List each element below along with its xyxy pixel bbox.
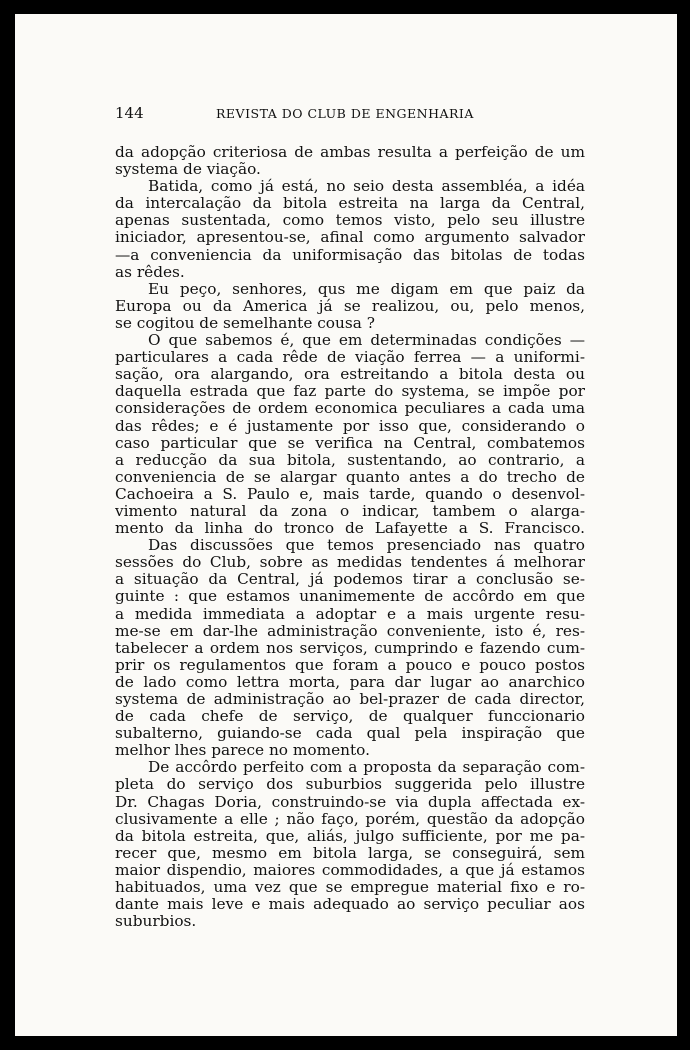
- text-line: pleta do serviço dos suburbios suggerida pelo illustre: [115, 776, 585, 794]
- text-line: subalterno, guiando-se cada qual pela inspiração que: [115, 725, 585, 743]
- text-line: da bitola estreita, que, aliás, julgo sufficiente, por me pa-: [115, 827, 585, 845]
- text-line: systema de administração ao bel-prazer de cada director,: [115, 691, 585, 708]
- paragraph-first-line: De accôrdo perfeito com a proposta da separação com-: [148, 759, 585, 777]
- text-line: Europa ou da America já se realizou, ou, pelo menos,: [115, 297, 585, 315]
- text-line: particulares a cada rêde de viação ferrea — a uniformi-: [115, 349, 585, 367]
- text-line: as rêdes.: [115, 263, 185, 281]
- text-line: de lado como lettra morta, para dar lugar ao anarchico: [115, 673, 585, 691]
- text-line: dante mais leve e mais adequado ao serviço peculiar aos: [115, 896, 585, 914]
- text-line: de cada chefe de serviço, de qualquer funccionario: [115, 708, 585, 726]
- text-line: prir os regulamentos que foram a pouco e pouco postos: [115, 656, 585, 674]
- text-line: me-se em dar-lhe administração conveniente, isto é, res-: [115, 622, 585, 640]
- paragraph-first-line: Das discussões que temos presenciado nas quatro: [148, 537, 585, 555]
- text-line: caso particular que se verifica na Central, combatemos: [115, 434, 585, 452]
- running-title: REVISTA DO CLUB DE ENGENHARIA: [216, 106, 474, 121]
- text-line: melhor lhes parece no momento.: [115, 742, 370, 760]
- text-line: —a conveniencia da uniformisação das bitolas de todas: [115, 246, 585, 264]
- text-line: maior dispendio, maiores commodidades, a que já estamos: [115, 861, 585, 879]
- paragraph-first-line: O que sabemos é, que em determinadas condições —: [148, 332, 585, 350]
- text-line: daquella estrada que faz parte do systema, se impõe por: [115, 383, 585, 401]
- text-line: clusivamente a elle ; não faço, porém, questão da adopção: [115, 810, 585, 828]
- text-line: guinte : que estamos unanimemente de accôrdo em que: [115, 588, 585, 606]
- text-line: considerações de ordem economica peculiares a cada uma: [115, 400, 585, 418]
- page-number: 144: [115, 104, 144, 122]
- text-line: Dr. Chagas Doria, construindo-se via dupla affectada ex-: [115, 793, 585, 811]
- text-line: da intercalação da bitola estreita na larga da Central,: [115, 195, 585, 213]
- text-line: a reducção da sua bitola, sustentando, ao contrario, a: [115, 451, 585, 469]
- text-line: da adopção criteriosa de ambas resulta a perfeição de um: [115, 144, 585, 161]
- text-line: habituados, uma vez que se empregue material fixo e ro-: [115, 879, 585, 897]
- text-line: mento da linha do tronco de Lafayette a S. Francisco.: [115, 520, 585, 538]
- text-line: recer que, mesmo em bitola larga, se conseguirá, sem: [115, 844, 585, 862]
- paragraph-first-line: Eu peço, senhores, qus me digam em que paiz da: [148, 280, 585, 298]
- text-line: a situação da Central, já podemos tirar a conclusão se-: [115, 571, 585, 589]
- page-body-text: [115, 144, 585, 930]
- text-line: apenas sustentada, como temos visto, pelo seu illustre: [115, 212, 585, 230]
- text-line: iniciador, apresentou-se, afinal como argumento salvador: [115, 229, 585, 247]
- text-line: vimento natural da zona o indicar, tambem o alarga-: [115, 502, 585, 520]
- text-line: conveniencia de se alargar quanto antes a do trecho de: [115, 468, 585, 486]
- paragraph-first-line: Batida, como já está, no seio desta assembléa, a idéa: [148, 178, 585, 196]
- text-line: systema de viação.: [115, 161, 261, 179]
- text-line: sessões do Club, sobre as medidas tendentes á melhorar: [115, 554, 585, 572]
- text-line: a medida immediata a adoptar e a mais urgente resu-: [115, 605, 585, 623]
- text-line: se cogitou de semelhante cousa ?: [115, 314, 375, 332]
- text-line: tabelecer a ordem nos serviços, cumprindo e fazendo cum-: [115, 639, 585, 657]
- text-line: sação, ora alargando, ora estreitando a bitola desta ou: [115, 366, 585, 384]
- text-line: das rêdes; e é justamente por isso que, considerando o: [115, 417, 585, 435]
- text-line: suburbios.: [115, 913, 197, 931]
- text-line: Cachoeira a S. Paulo e, mais tarde, quando o desenvol-: [115, 485, 585, 503]
- book-page: [15, 14, 677, 1036]
